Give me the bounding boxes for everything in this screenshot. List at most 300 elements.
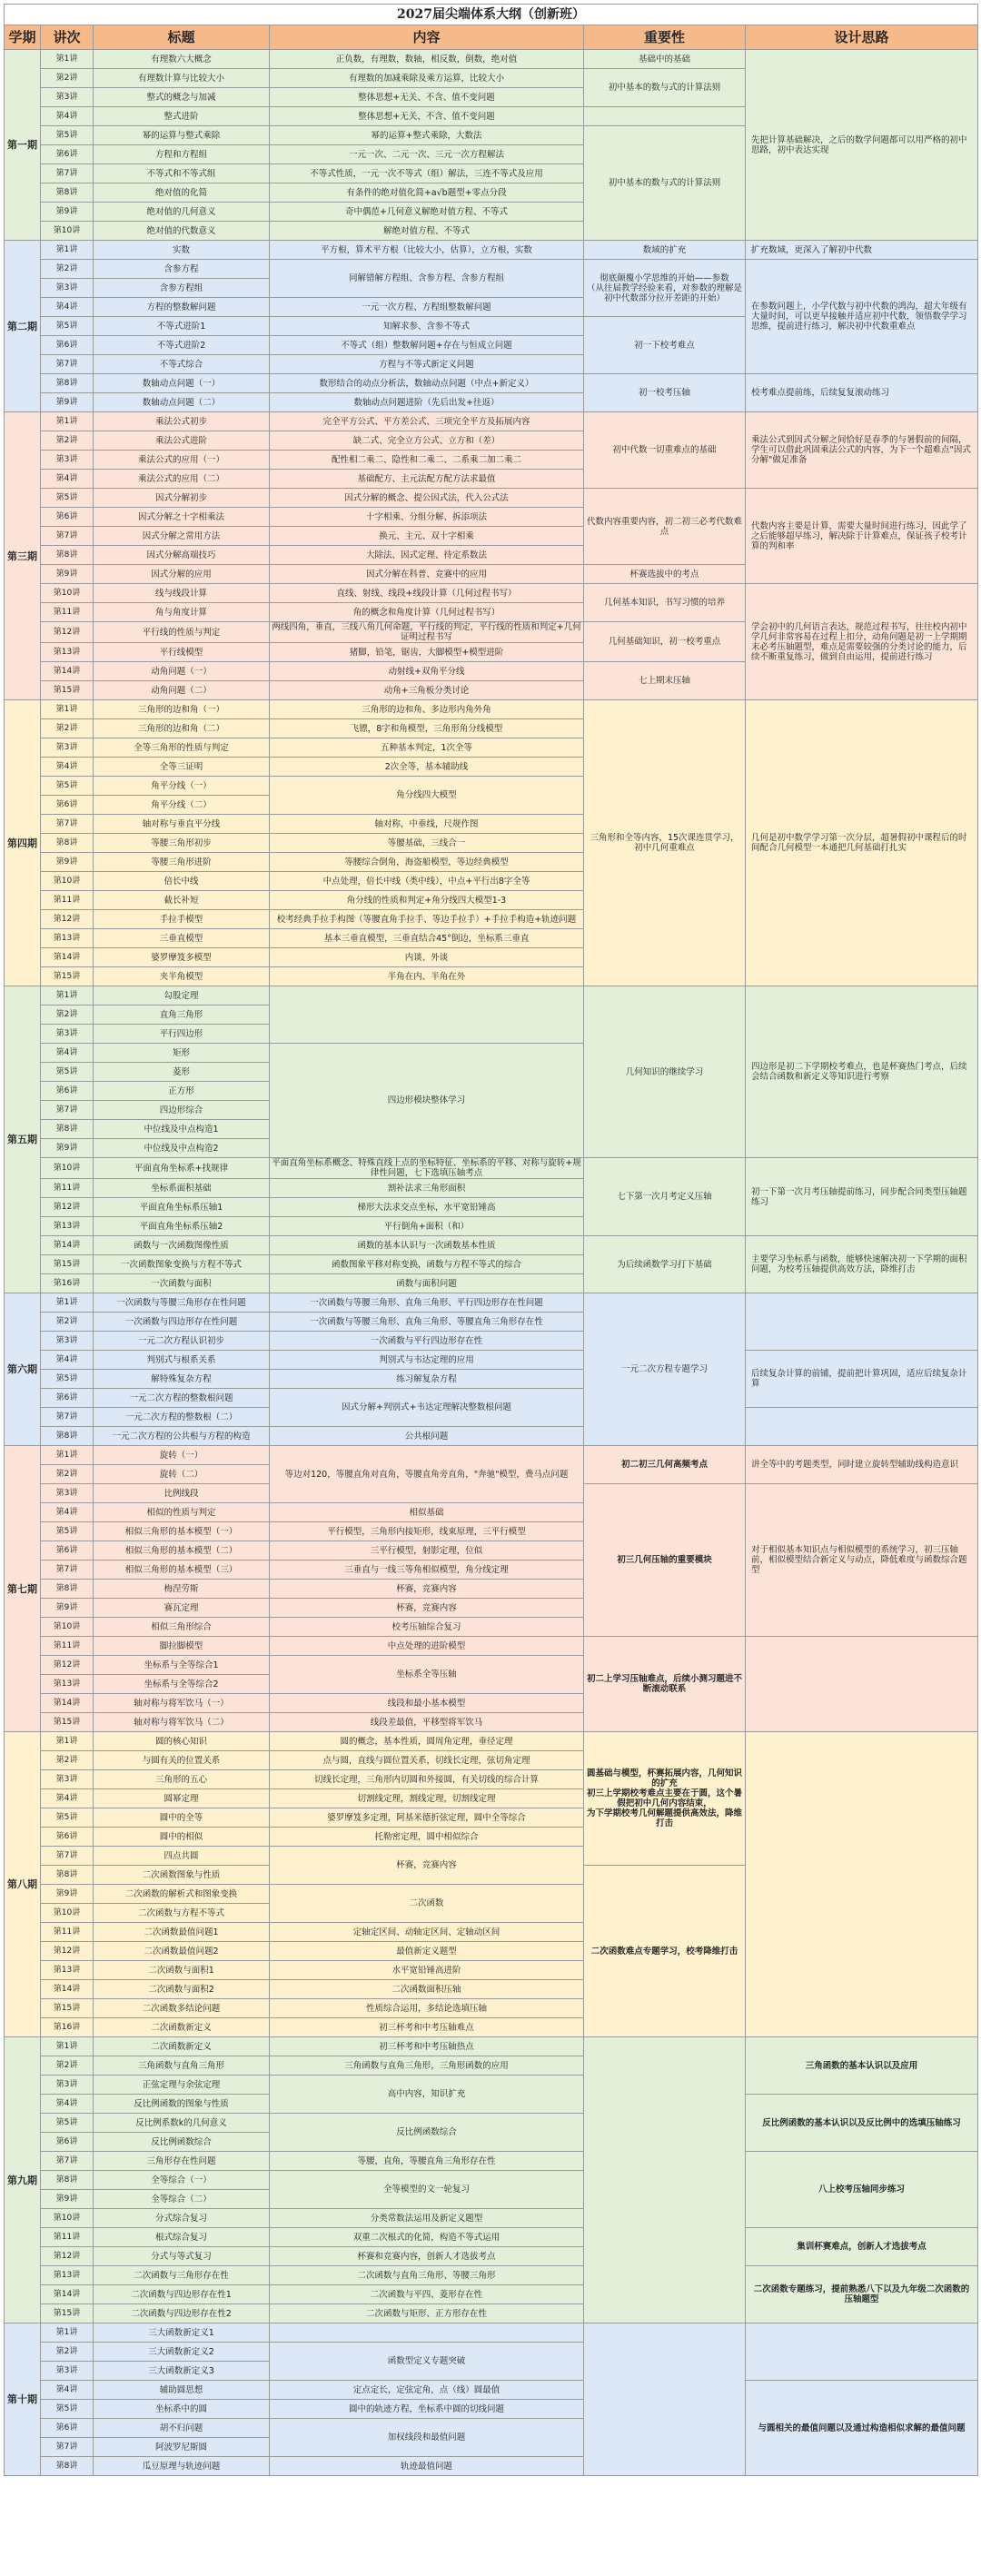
lecture-topic: 三大函数新定义3 [94, 2362, 270, 2381]
lecture-number: 第10讲 [41, 1904, 94, 1923]
importance-note: 初三几何压轴的重要模块 [584, 1484, 746, 1637]
lecture-topic: 一次函数与等腰三角形存在性问题 [94, 1293, 270, 1313]
lecture-content: 初三杯考和中考压轴难点 [270, 2018, 584, 2037]
lecture-content: 练习解复杂方程 [270, 1370, 584, 1389]
term-label: 第八期 [5, 1732, 41, 2037]
lecture-topic: 线与线段计算 [94, 584, 270, 603]
lecture-row [5, 412, 978, 431]
lecture-number: 第6讲 [41, 2419, 94, 2438]
lecture-content: 飞镖，8字和角模型，三角形角分线模型 [270, 719, 584, 738]
design-note: 四边形是初二下学期校考难点，也是杯赛热门考点，后续会结合函数和新定义等知识进行考察 [746, 986, 978, 1158]
lecture-number: 第6讲 [41, 1082, 94, 1101]
lecture-content: 四边形模块整体学习 [270, 1044, 584, 1158]
lecture-content: 数轴动点问题进阶（先后出发+往返） [270, 393, 584, 412]
term-label: 第三期 [5, 412, 41, 700]
lecture-content: 函数的基本认识与一次函数基本性质 [270, 1236, 584, 1255]
lecture-content: 水平宽铅锤高进阶 [270, 1961, 584, 1980]
importance-note: 几何基本知识，书写习惯的培养 [584, 584, 746, 622]
lecture-content: 知解求参、含参不等式 [270, 317, 584, 336]
lecture-number: 第7讲 [41, 1560, 94, 1580]
importance-note: 初中基本的数与式的计算法则 [584, 126, 746, 241]
lecture-topic: 角平分线（一） [94, 777, 270, 796]
lecture-topic: 含参方程 [94, 260, 270, 279]
lecture-content: 二次函数与矩形、正方形存在性 [270, 2304, 584, 2323]
lecture-topic: 正方形 [94, 1082, 270, 1101]
lecture-number: 第12讲 [41, 2247, 94, 2266]
header-importance: 重要性 [584, 25, 746, 50]
lecture-number: 第15讲 [41, 1999, 94, 2018]
design-note [746, 1637, 978, 1732]
lecture-content: 杯赛，竞赛内容 [270, 1847, 584, 1885]
lecture-number: 第1讲 [41, 412, 94, 431]
lecture-content: 数形结合的动点分析法，数轴动点问题（中点+新定义） [270, 374, 584, 393]
lecture-content: 平行模型，三角形内接矩形，线束原理，三平行模型 [270, 1522, 584, 1541]
lecture-number: 第6讲 [41, 796, 94, 815]
lecture-number: 第2讲 [41, 1465, 94, 1484]
lecture-topic: 与圆有关的位置关系 [94, 1751, 270, 1770]
lecture-number: 第1讲 [41, 700, 94, 719]
lecture-number: 第8讲 [41, 1427, 94, 1446]
lecture-topic: 胡不归问题 [94, 2419, 270, 2438]
lecture-content: 平面直角坐标系概念、特殊直线上点的坐标特征、坐标系的平移、对称与旋转+规律性问题，七下选填压轴考点 [270, 1158, 584, 1179]
lecture-number: 第11讲 [41, 1179, 94, 1198]
lecture-topic: 二次函数最值问题1 [94, 1923, 270, 1942]
document-title: 2027届尖端体系大纲（创新班） [5, 5, 978, 25]
outline-document [4, 4, 977, 2476]
design-note: 三角函数的基本认识以及应用 [746, 2037, 978, 2095]
lecture-topic: 轴对称与将军饮马（一） [94, 1694, 270, 1713]
lecture-number: 第6讲 [41, 145, 94, 164]
lecture-content: 同解错解方程组、含参方程、含参方程组 [270, 260, 584, 298]
lecture-topic: 角平分线（二） [94, 796, 270, 815]
lecture-topic: 婆罗摩笈多模型 [94, 948, 270, 967]
lecture-topic: 二次函数与方程不等式 [94, 1904, 270, 1923]
design-note: 八上校考压轴同步练习 [746, 2152, 978, 2228]
header-content: 内容 [270, 25, 584, 50]
lecture-number: 第15讲 [41, 2304, 94, 2323]
lecture-content: 角分线的性质和判定+角分线四大模型1-3 [270, 891, 584, 910]
lecture-topic: 一元二次方程的整数根（二） [94, 1408, 270, 1427]
lecture-content: 公共根问题 [270, 1427, 584, 1446]
lecture-content: 托勒密定理，圆中相似综合 [270, 1828, 584, 1847]
lecture-number: 第12讲 [41, 910, 94, 929]
lecture-number: 第1讲 [41, 1446, 94, 1465]
lecture-number: 第1讲 [41, 2323, 94, 2343]
lecture-topic: 三垂直模型 [94, 929, 270, 948]
lecture-content: 二次函数与平四、菱形存在性 [270, 2285, 584, 2304]
importance-note: 彻底颠覆小学思维的开始——参数 （从往届教学经验来看，对参数的理解是初中代数部分拉开差距的开始） [584, 260, 746, 317]
lecture-topic: 数轴动点问题（一） [94, 374, 270, 393]
lecture-content: 婆罗摩笈多定理，阿基米德折弦定理，圆中全等综合 [270, 1808, 584, 1828]
lecture-content: 杯赛和竞赛内容，创新人才选拔考点 [270, 2247, 584, 2266]
lecture-row [5, 2381, 978, 2400]
lecture-number: 第1讲 [41, 50, 94, 69]
lecture-topic: 比例线段 [94, 1484, 270, 1503]
lecture-topic: 因式分解之十字相乘法 [94, 508, 270, 527]
lecture-number: 第14讲 [41, 662, 94, 681]
lecture-topic: 二次函数与面积1 [94, 1961, 270, 1980]
lecture-number: 第5讲 [41, 317, 94, 336]
lecture-content: 猪脚，铅笔，锯齿，大脚模型+模型进阶 [270, 643, 584, 662]
lecture-number: 第7讲 [41, 1847, 94, 1866]
lecture-number: 第3讲 [41, 1770, 94, 1789]
lecture-content: 大除法、因式定理、待定系数法 [270, 546, 584, 565]
lecture-topic: 圆的核心知识 [94, 1732, 270, 1751]
lecture-topic: 相似三角形的基本模型（二） [94, 1541, 270, 1560]
lecture-topic: 有理数六大概念 [94, 50, 270, 69]
lecture-topic: 根式综合复习 [94, 2228, 270, 2247]
lecture-topic: 等腰三角形初步 [94, 834, 270, 853]
lecture-row [5, 2152, 978, 2171]
lecture-number: 第5讲 [41, 2400, 94, 2419]
lecture-content: 动射线+双角平分线 [270, 662, 584, 681]
lecture-topic: 坐标系与全等综合2 [94, 1675, 270, 1694]
lecture-topic: 坐标系中的圆 [94, 2400, 270, 2419]
lecture-content: 整体思想+无关、不含、值不变问题 [270, 88, 584, 107]
lecture-content: 幂的运算+整式乘除，大数法 [270, 126, 584, 145]
lecture-row [5, 2037, 978, 2056]
lecture-number: 第9讲 [41, 393, 94, 412]
design-note: 扩充数域，更深入了解初中代数 [746, 241, 978, 260]
lecture-content: 等腰综合倒角，海盗船模型，等边经典模型 [270, 853, 584, 872]
lecture-number: 第9讲 [41, 1885, 94, 1904]
lecture-content: 中点处理的进阶模型 [270, 1637, 584, 1656]
lecture-row [5, 1732, 978, 1751]
lecture-content: 三角形的边和角、多边形内角外角 [270, 700, 584, 719]
lecture-topic: 圆幂定理 [94, 1789, 270, 1808]
lecture-topic: 等腰三角形进阶 [94, 853, 270, 872]
design-note: 初一下第一次月考压轴提前练习，同步配合同类型压轴题练习 [746, 1158, 978, 1236]
lecture-content: 坐标系全等压轴 [270, 1656, 584, 1694]
lecture-content [270, 2323, 584, 2343]
lecture-number: 第10讲 [41, 584, 94, 603]
lecture-number: 第10讲 [41, 1618, 94, 1637]
design-note: 校考难点提前练，后续复复滚动练习 [746, 374, 978, 412]
lecture-topic: 因式分解初步 [94, 489, 270, 508]
lecture-content: 一次函数与等腰三角形、直角三角形、等腰直角三角形存在性 [270, 1313, 584, 1332]
lecture-content: 一元一次方程、方程组整数解问题 [270, 298, 584, 317]
design-note [746, 1293, 978, 1351]
lecture-number: 第9讲 [41, 2190, 94, 2209]
lecture-topic: 不等式进阶1 [94, 317, 270, 336]
lecture-topic: 全等综合（一） [94, 2171, 270, 2190]
lecture-topic: 乘法公式进阶 [94, 431, 270, 451]
lecture-row [5, 1351, 978, 1370]
lecture-topic: 含参方程组 [94, 279, 270, 298]
lecture-content: 等腰基础，三线合一 [270, 834, 584, 853]
lecture-number: 第11讲 [41, 1923, 94, 1942]
lecture-number: 第11讲 [41, 603, 94, 622]
design-note [746, 2323, 978, 2381]
lecture-topic: 三角形的边和角（一） [94, 700, 270, 719]
header-topic: 标题 [94, 25, 270, 50]
lecture-number: 第13讲 [41, 929, 94, 948]
lecture-topic: 反比例系数k的几何意义 [94, 2114, 270, 2133]
lecture-topic: 二次函数与四边形存在性1 [94, 2285, 270, 2304]
lecture-number: 第7讲 [41, 164, 94, 183]
lecture-number: 第7讲 [41, 527, 94, 546]
lecture-content: 正负数，有理数，数轴，相反数，倒数，绝对值 [270, 50, 584, 69]
lecture-content: 圆的概念，基本性质，圆周角定理，垂径定理 [270, 1732, 584, 1751]
design-note: 先把计算基础解决，之后的数学问题都可以用严格的初中思路，初中表达实现 [746, 50, 978, 241]
lecture-content: 一次函数与等腰三角形、直角三角形、平行四边形存在性问题 [270, 1293, 584, 1313]
lecture-topic: 绝对值的化简 [94, 183, 270, 203]
lecture-content: 五种基本判定，1次全等 [270, 738, 584, 758]
lecture-number: 第7讲 [41, 815, 94, 834]
lecture-row [5, 489, 978, 508]
lecture-content: 校考压轴综合复习 [270, 1618, 584, 1637]
lecture-topic: 因式分解之常用方法 [94, 527, 270, 546]
lecture-content: 平方根，算术平方根（比较大小，估算），立方根，实数 [270, 241, 584, 260]
lecture-topic: 判别式与根系关系 [94, 1351, 270, 1370]
lecture-number: 第3讲 [41, 88, 94, 107]
lecture-number: 第10讲 [41, 222, 94, 241]
lecture-number: 第16讲 [41, 1274, 94, 1293]
lecture-number: 第14讲 [41, 1694, 94, 1713]
lecture-topic: 绝对值的代数意义 [94, 222, 270, 241]
lecture-content: 初三杯考和中考压轴热点 [270, 2037, 584, 2056]
lecture-number: 第14讲 [41, 1980, 94, 1999]
importance-note [584, 2323, 746, 2476]
importance-note: 初二上学习压轴难点，后续小测习题进不断滚动联系 [584, 1637, 746, 1732]
lecture-number: 第2讲 [41, 1313, 94, 1332]
lecture-number: 第4讲 [41, 298, 94, 317]
lecture-topic: 直角三角形 [94, 1006, 270, 1025]
lecture-topic: 平行线模型 [94, 643, 270, 662]
lecture-topic: 函数与一次函数图像性质 [94, 1236, 270, 1255]
design-note: 反比例函数的基本认识以及反比例中的选填压轴练习 [746, 2095, 978, 2152]
lecture-number: 第13讲 [41, 1961, 94, 1980]
importance-note: 三角形和全等内容，15次课连贯学习， 初中几何重难点 [584, 700, 746, 986]
lecture-topic: 倍长中线 [94, 872, 270, 891]
lecture-number: 第8讲 [41, 1866, 94, 1885]
lecture-content: 割补法求三角形面积 [270, 1179, 584, 1198]
lecture-number: 第4讲 [41, 470, 94, 489]
lecture-topic: 绝对值的几何意义 [94, 203, 270, 222]
lecture-number: 第1讲 [41, 1732, 94, 1751]
lecture-topic: 平行线的性质与判定 [94, 622, 270, 643]
lecture-content: 直线、射线、线段+线段计算（几何过程书写） [270, 584, 584, 603]
lecture-number: 第7讲 [41, 355, 94, 374]
lecture-topic: 幂的运算与整式乘除 [94, 126, 270, 145]
lecture-content: 三角函数与直角三角形，三角形函数的应用 [270, 2056, 584, 2076]
design-note [746, 1408, 978, 1446]
lecture-number: 第13讲 [41, 1675, 94, 1694]
lecture-content: 角分线四大模型 [270, 777, 584, 815]
lecture-row [5, 374, 978, 393]
lecture-topic: 方程和方程组 [94, 145, 270, 164]
lecture-number: 第11讲 [41, 2228, 94, 2247]
design-note: 集训杯赛难点，创新人才选拔考点 [746, 2228, 978, 2266]
lecture-row [5, 2228, 978, 2247]
term-label: 第四期 [5, 700, 41, 986]
lecture-row [5, 1236, 978, 1255]
lecture-topic: 坐标系与全等综合1 [94, 1656, 270, 1675]
lecture-content: 不等式（组）整数解问题+存在与恒成立问题 [270, 336, 584, 355]
lecture-topic: 全等综合（二） [94, 2190, 270, 2209]
header-design: 设计思路 [746, 25, 978, 50]
lecture-topic: 阿波罗尼斯圆 [94, 2438, 270, 2457]
lecture-number: 第3讲 [41, 1332, 94, 1351]
lecture-topic: 有理数计算与比较大小 [94, 69, 270, 88]
lecture-content: 高中内容，知识扩充 [270, 2076, 584, 2114]
lecture-number: 第4讲 [41, 1789, 94, 1808]
lecture-content: 因式分解的概念、提公因式法，代入公式法 [270, 489, 584, 508]
lecture-topic: 三大函数新定义1 [94, 2323, 270, 2343]
lecture-topic: 一元二次方程的公共根与方程的构造 [94, 1427, 270, 1446]
lecture-row [5, 241, 978, 260]
lecture-number: 第13讲 [41, 2266, 94, 2285]
lecture-number: 第2讲 [41, 260, 94, 279]
lecture-number: 第2讲 [41, 719, 94, 738]
lecture-row [5, 2323, 978, 2343]
design-note: 后续复杂计算的前铺，提前把计算巩固，适应后续复杂计算 [746, 1351, 978, 1408]
lecture-content: 十字相乘、分组分解、拆添项法 [270, 508, 584, 527]
lecture-number: 第10讲 [41, 872, 94, 891]
lecture-number: 第12讲 [41, 1656, 94, 1675]
lecture-topic: 二次函数多结论问题 [94, 1999, 270, 2018]
importance-note: 几何基础知识，初一校考重点 [584, 622, 746, 662]
lecture-topic: 辅助圆思想 [94, 2381, 270, 2400]
importance-note: 数域的扩充 [584, 241, 746, 260]
term-label: 第七期 [5, 1446, 41, 1732]
lecture-topic: 相似三角形的基本模型（三） [94, 1560, 270, 1580]
lecture-number: 第3讲 [41, 279, 94, 298]
lecture-topic: 四点共圆 [94, 1847, 270, 1866]
importance-note: 杯赛选拔中的考点 [584, 565, 746, 584]
lecture-content: 三平行模型，射影定理，位似 [270, 1541, 584, 1560]
lecture-content: 因式分解+判别式+韦达定理解决整数根问题 [270, 1389, 584, 1427]
lecture-number: 第3讲 [41, 1025, 94, 1044]
term-label: 第一期 [5, 50, 41, 241]
lecture-topic: 平面直角坐标系+找规律 [94, 1158, 270, 1179]
design-note: 与圆相关的最值问题以及通过构造相似求解的最值问题 [746, 2381, 978, 2476]
importance-note [584, 107, 746, 126]
lecture-topic: 旋转（二） [94, 1465, 270, 1484]
importance-note [584, 2037, 746, 2323]
lecture-topic: 二次函数与面积2 [94, 1980, 270, 1999]
lecture-topic: 解特殊复杂方程 [94, 1370, 270, 1389]
lecture-topic: 全等三证明 [94, 758, 270, 777]
lecture-content: 分类常数法运用及新定义题型 [270, 2209, 584, 2228]
lecture-topic: 因式分解的应用 [94, 565, 270, 584]
lecture-number: 第6讲 [41, 336, 94, 355]
lecture-content: 二次函数与直角三角形、等腰三角形 [270, 2266, 584, 2285]
lecture-content: 反比例函数综合 [270, 2114, 584, 2152]
lecture-number: 第15讲 [41, 1713, 94, 1732]
lecture-topic: 圆中的相似 [94, 1828, 270, 1847]
lecture-number: 第15讲 [41, 967, 94, 986]
lecture-topic: 三大函数新定义2 [94, 2343, 270, 2362]
lecture-number: 第13讲 [41, 643, 94, 662]
lecture-number: 第1讲 [41, 2037, 94, 2056]
header-term: 学期 [5, 25, 41, 50]
lecture-topic: 实数 [94, 241, 270, 260]
lecture-number: 第16讲 [41, 2018, 94, 2037]
lecture-content: 二次函数面积压轴 [270, 1980, 584, 1999]
lecture-number: 第14讲 [41, 1236, 94, 1255]
lecture-content: 平行倒角+面积（和） [270, 1217, 584, 1236]
lecture-content: 基本三垂直模型，三垂直结合45°倒边，坐标系三垂直 [270, 929, 584, 948]
lecture-content: 角的概念和角度计算（几何过程书写） [270, 603, 584, 622]
lecture-number: 第14讲 [41, 948, 94, 967]
lecture-topic: 二次函数新定义 [94, 2018, 270, 2037]
lecture-topic: 夹半角模型 [94, 967, 270, 986]
lecture-number: 第4讲 [41, 107, 94, 126]
lecture-number: 第6讲 [41, 1828, 94, 1847]
lecture-number: 第6讲 [41, 508, 94, 527]
lecture-number: 第8讲 [41, 1120, 94, 1139]
lecture-content: 奇中偶范+几何意义解绝对值方程、不等式 [270, 203, 584, 222]
lecture-content: 缺二式、完全立方公式、立方和（差） [270, 431, 584, 451]
lecture-content: 切割线定理，割线定理，切割线定理 [270, 1789, 584, 1808]
lecture-content: 二次函数 [270, 1885, 584, 1923]
lecture-topic: 赛瓦定理 [94, 1599, 270, 1618]
lecture-content: 函数型定义专题突破 [270, 2343, 584, 2381]
lecture-topic: 数轴动点问题（二） [94, 393, 270, 412]
lecture-topic: 二次函数与三角形存在性 [94, 2266, 270, 2285]
importance-note: 初二初三几何高频考点 [584, 1446, 746, 1484]
lecture-topic: 一次函数图象变换与方程不等式 [94, 1255, 270, 1274]
lecture-content: 点与圆，直线与圆位置关系，切线长定理，弦切角定理 [270, 1751, 584, 1770]
lecture-topic: 平行四边形 [94, 1025, 270, 1044]
lecture-topic: 三角形的边和角（二） [94, 719, 270, 738]
design-note: 讲全等中的考题类型，同时建立旋转型辅助线构造意识 [746, 1446, 978, 1484]
lecture-number: 第5讲 [41, 2114, 94, 2133]
lecture-number: 第5讲 [41, 1808, 94, 1828]
outline-table [4, 4, 978, 2476]
lecture-topic: 二次函数与四边形存在性2 [94, 2304, 270, 2323]
term-label: 第二期 [5, 241, 41, 412]
lecture-content: 线段差最值，平移型将军饮马 [270, 1713, 584, 1732]
design-note: 乘法公式到因式分解之间恰好是春季的与暑假前的间隔，学生可以借此巩固乘法公式的内容，为下一个超难点"因式分解"做足准备 [746, 412, 978, 489]
lecture-number: 第9讲 [41, 203, 94, 222]
lecture-number: 第12讲 [41, 1942, 94, 1961]
lecture-number: 第4讲 [41, 1503, 94, 1522]
lecture-topic: 中位线及中点构造1 [94, 1120, 270, 1139]
lecture-topic: 截长补短 [94, 891, 270, 910]
lecture-number: 第4讲 [41, 1044, 94, 1063]
lecture-number: 第8讲 [41, 546, 94, 565]
importance-note: 初一校考压轴 [584, 374, 746, 412]
lecture-number: 第12讲 [41, 622, 94, 643]
importance-note: 七下第一次月考定义压轴 [584, 1158, 746, 1236]
lecture-topic: 三角形的五心 [94, 1770, 270, 1789]
lecture-row [5, 50, 978, 69]
lecture-content: 线段和最小基本模型 [270, 1694, 584, 1713]
lecture-topic: 一元二次方程的整数根问题 [94, 1389, 270, 1408]
importance-note: 圆基础与模型，杯赛拓展内容，几何知识的扩充 初三上学期校考难点主要在于圆，这个暑假把初中几何内容结束， 为下学期校考几何解题提供高效法，降维打击 [584, 1732, 746, 1866]
lecture-topic: 方程的整数解问题 [94, 298, 270, 317]
lecture-topic: 不等式综合 [94, 355, 270, 374]
lecture-number: 第13讲 [41, 1217, 94, 1236]
importance-note: 基础中的基础 [584, 50, 746, 69]
lecture-number: 第12讲 [41, 1198, 94, 1217]
lecture-topic: 轴对称与垂直平分线 [94, 815, 270, 834]
lecture-content: 杯赛，竞赛内容 [270, 1599, 584, 1618]
lecture-topic: 平面直角坐标系压轴1 [94, 1198, 270, 1217]
lecture-topic: 正弦定理与余弦定理 [94, 2076, 270, 2095]
design-note: 主要学习坐标系与函数，能够快速解决初一下学期的面积问题，为校考压轴提供高效方法，降维打击 [746, 1236, 978, 1293]
lecture-number: 第11讲 [41, 891, 94, 910]
lecture-content: 一元一次、二元一次、三元一次方程解法 [270, 145, 584, 164]
lecture-number: 第15讲 [41, 1255, 94, 1274]
design-note: 代数内容主要是计算，需要大量时间进行练习，因此学了之后能够超早练习，解决除于计算难点，保证孩子校考计算的判和率 [746, 489, 978, 584]
term-label: 第六期 [5, 1293, 41, 1446]
lecture-number: 第3讲 [41, 2076, 94, 2095]
lecture-number: 第2讲 [41, 69, 94, 88]
lecture-content: 整体思想+无关、不含、值不变问题 [270, 107, 584, 126]
